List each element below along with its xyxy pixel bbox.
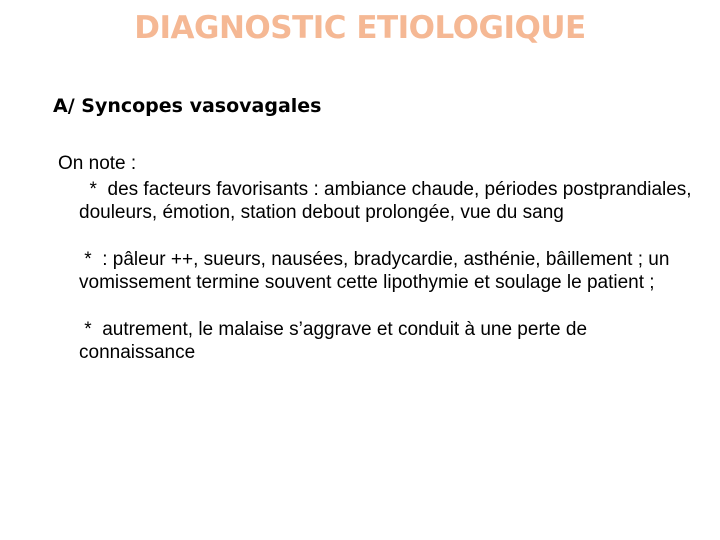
list-item [79,248,698,294]
list-item-text: : pâleur ++, sueurs, nausées, bradycardie, asthénie, bâillement ; un vomissement termine souvent cette lipothymie et soulage le patient ; [79,249,670,293]
bullet-marker: * [79,179,108,200]
slide-title: DIAGNOSTIC ETIOLOGIQUE [134,10,586,46]
list-item-text: des facteurs favorisants : ambiance chaude, périodes postprandiales, douleurs, émotion, station debout prolongée, vue du sang [79,179,692,223]
slide-body [58,152,698,364]
intro-text: On note : [58,153,137,174]
section-heading: A/ Syncopes vasovagales [53,95,322,117]
bullet-marker: * [79,319,103,340]
list-item-text: autrement, le malaise s’aggrave et conduit à une perte de connaissance [79,319,588,363]
list-item [79,318,698,364]
list-item [79,178,698,224]
bullet-marker: * [79,249,103,270]
